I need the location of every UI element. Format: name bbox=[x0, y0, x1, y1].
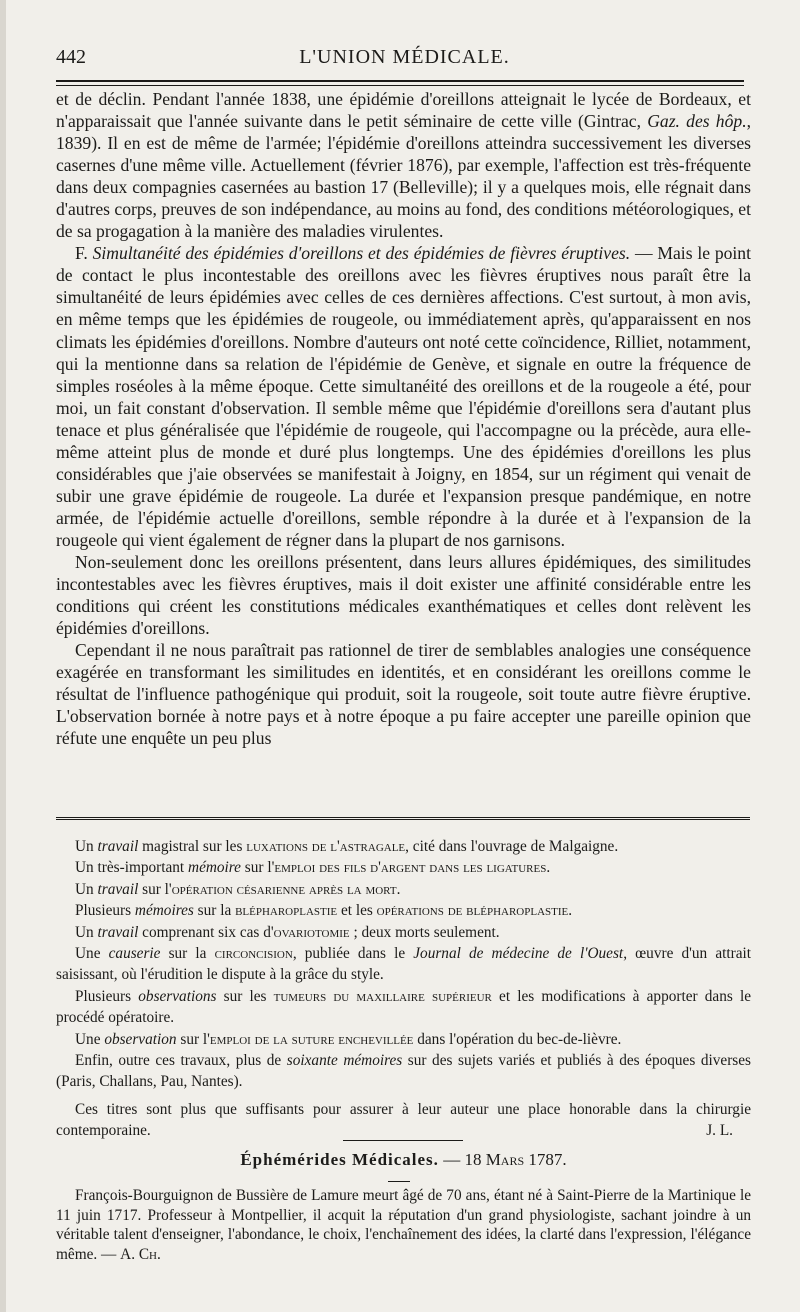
work-item: Plusieurs mémoires sur la blépharoplastie et les opérations de blépharoplastie. bbox=[75, 902, 573, 920]
closing-remark: Ces titres sont plus que suffisants pour assurer à leur auteur une place honorable dans la chirurgie contemporaine. J. L. bbox=[56, 1099, 751, 1142]
header-rule bbox=[56, 80, 744, 82]
paragraph-4: Cependant il ne nous paraîtrait pas rationnel de tirer de semblables analogies une conséquence exagérée en transformant les similitudes en identités, et en considérant les oreillons comme le résultat de l'influence pathogénique qui produit, soit la rougeole, soit toute autre fièvre éruptive. L'observation bornée à notre pays et à notre époque a pu faire accepter une pareille opinion que réfute une enquête un peu plus bbox=[56, 640, 751, 749]
section-heading: Simultanéité des épidémies d'oreillons et des épidémies de fièvres éruptives. bbox=[92, 243, 631, 264]
ephemerides-title: Éphémérides Médicales. bbox=[240, 1150, 439, 1169]
ephemerides-text: François-Bourguignon de Bussière de Lamure meurt âgé de 70 ans, étant né à Saint-Pierre de la Martinique le 11 juin 1717. Professeur à Montpellier, il acquit la réputation d'un grand physiologiste, sachant joindre à un véritable talent d'enseigner, l'abondance, le choix, l'enchaînement des idées, la clarté dans l'expression, l'élégance même. — A. Ch. bbox=[56, 1187, 751, 1263]
paragraph-2: F. Simultanéité des épidémies d'oreillons et des épidémies de fièvres éruptives. — Mais le point de contact le plus incontestable des oreillons avec les fièvres éruptives nous paraît être la simultanéité de leurs épidémies avec celles de ces dernières affections. C'est surtout, à mon avis, en même temps que les épidémies de rougeole, ou immédiatement après, qu'apparaissent en nos climats les épidémies d'oreillons. Nombre d'auteurs ont noté cette coïncidence, Rilliet, notamment, qui la mentionne dans sa relation de l'épidémie de Genève, et signale en outre la fréquence de simples roséoles à la même époque. Cette simultanéité des oreillons et de la rougeole a été, pour moi, un fait constant d'observation. Il semble même que l'épidémie d'oreillons sera d'autant plus tenace et plus généralisée que l'épidémie de rougeole, qui l'accompagne ou la précède, aura elle-même atteint plus de monde et duré plus longtemps. Une des épidémies d'oreillons les plus considérables que j'aie observées se manifestait à Joigny, en 1854, sur un régiment qui venait de subir une grave épidémie de rougeole. La durée et l'expansion presque pandémique, en notre armée, de l'épidémie actuelle d'oreillons, semble répondre à la durée et à l'expansion de la rougeole qui vient également de régner dans la plupart de nos garnisons. bbox=[56, 243, 751, 550]
signature: J. L. bbox=[706, 1122, 733, 1140]
page-edge bbox=[0, 0, 6, 1312]
work-item: Plusieurs observations sur les tumeurs du maxillaire supérieur et les modifications à apporter dans le procédé opératoire. bbox=[56, 987, 751, 1027]
header-rule-thin bbox=[56, 85, 744, 86]
paragraph-1: et de déclin. Pendant l'année 1838, une épidémie d'oreillons atteignait le lycée de Bordeaux, et n'apparaissait que l'année suivante dans le petit séminaire de cette ville (Gintrac, Gaz. des hôp., 1839). Il en est de même de l'armée; l'épidémie d'oreillons atteindra successivement les diverses casernes d'une même ville. Actuellement (février 1876), par exemple, l'affection est très-fréquente dans deux compagnies casernées au bastion 17 (Belleville); il y a quelques mois, elle régnait dans d'autres corps, preuves de son indépendance, au moins au fond, des conditions météorologiques, et de sa progagation à la manière des maladies virulentes. bbox=[56, 89, 751, 242]
work-item: Une causerie sur la circoncision, publiée dans le Journal de médecine de l'Ouest, œuvre d'un attrait saisissant, où l'érudition le dispute à la grâce du style. bbox=[56, 945, 751, 984]
work-item: Enfin, outre ces travaux, plus de soixante mémoires sur des sujets variés et publiés à des époques diverses (Paris, Challans, Pau, Nantes). bbox=[56, 1052, 751, 1091]
section-divider bbox=[56, 817, 750, 820]
work-item: Un très-important mémoire sur l'emploi des fils d'argent dans les ligatures. bbox=[75, 859, 551, 877]
signature: A. Ch. bbox=[120, 1245, 161, 1263]
page-header bbox=[56, 46, 753, 76]
work-item: Un travail sur l'opération césarienne après la mort. bbox=[75, 880, 401, 898]
ephemerides-heading: Éphémérides Médicales. — 18 Mars 1787. bbox=[240, 1150, 567, 1169]
paragraph-3: Non-seulement donc les oreillons présentent, dans leurs allures épidémiques, des similitudes incontestables avec les fièvres éruptives, mais il doit exister une affinité considérable entre les conditions qui créent les constitutions médicales exanthématiques et celles dont relèvent les épidémies d'oreillons. bbox=[56, 551, 751, 639]
work-item: Une observation sur l'emploi de la suture enchevillée dans l'opération du bec-de-lièvre. bbox=[75, 1030, 622, 1048]
work-item: Un travail comprenant six cas d'ovariotomie ; deux morts seulement. bbox=[75, 923, 500, 941]
main-text bbox=[56, 88, 751, 749]
short-divider bbox=[343, 1140, 463, 1141]
page-number: 442 bbox=[56, 46, 86, 68]
works-list bbox=[56, 836, 751, 1142]
work-item: Un travail magistral sur les luxations de l'astragale, cité dans l'ouvrage de Malgaigne. bbox=[75, 838, 619, 855]
journal-title: L'UNION MÉDICALE. bbox=[299, 46, 510, 68]
ephemerides-dash bbox=[388, 1181, 410, 1182]
